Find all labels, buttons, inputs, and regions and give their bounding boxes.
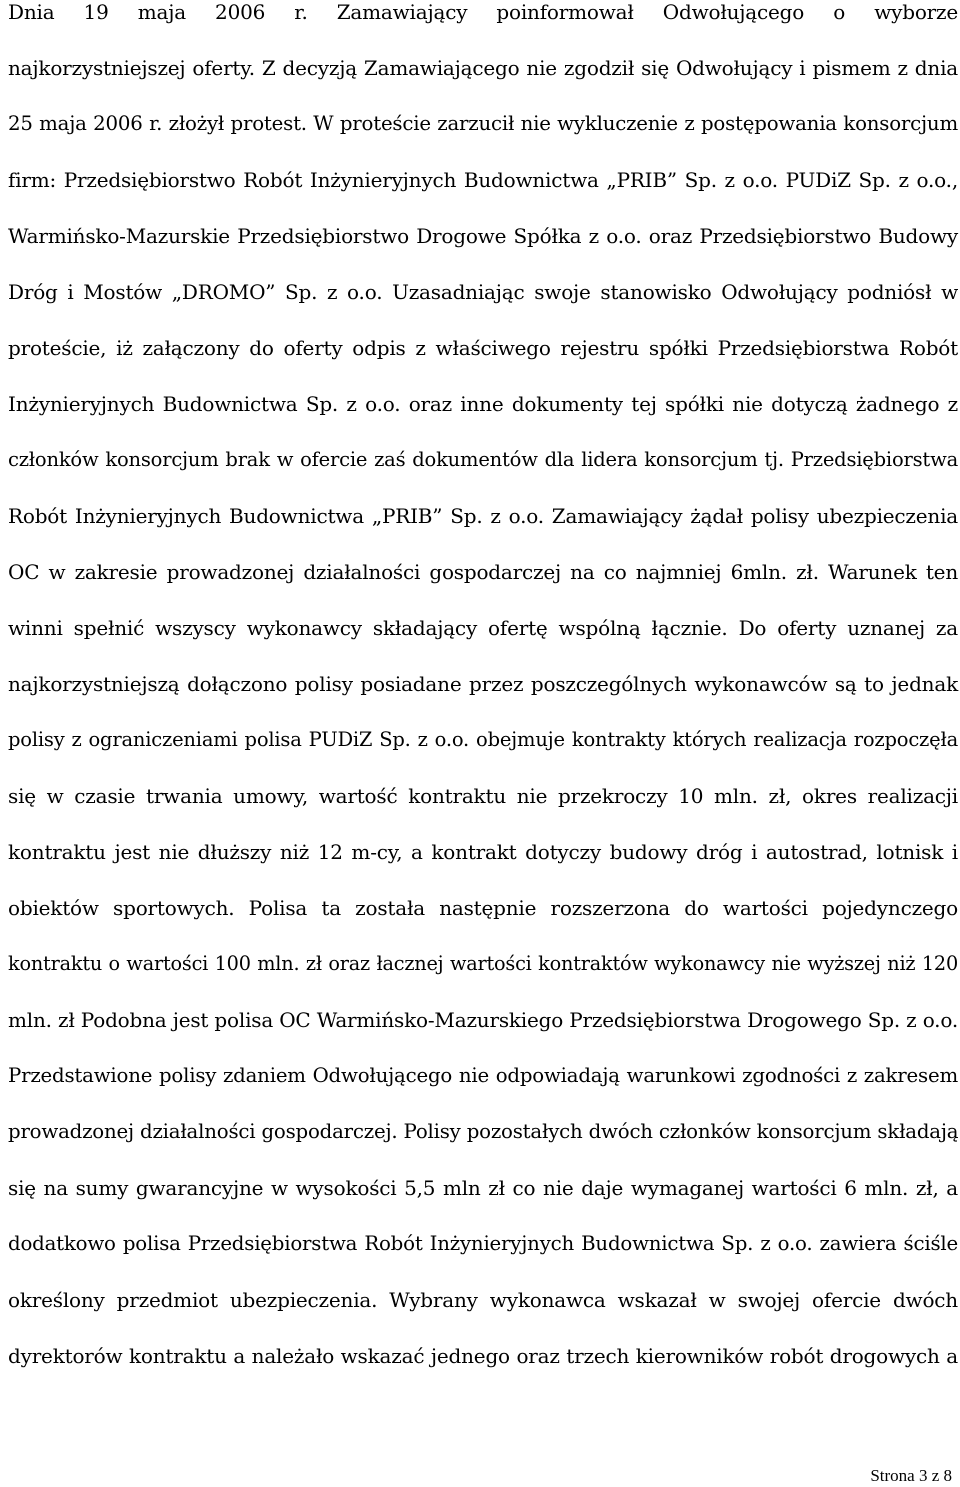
text-line: prowadzonej działalności gospodarczej. Polisy pozostałych dwóch członków konsorcjum składają xyxy=(8,1120,959,1143)
text-line: winni spełnić wszyscy wykonawcy składający ofertę wspólną łącznie. Do oferty uznanej za xyxy=(8,616,958,640)
text-line: się na sumy gwarancyjne w wysokości 5,5 mln zł co nie daje wymaganej wartości 6 mln. zł, a xyxy=(8,1176,958,1200)
text-line: Robót Inżynieryjnych Budownictwa „PRIB” Sp. z o.o. Zamawiający żądał polisy ubezpieczenia xyxy=(8,504,958,528)
text-line: kontraktu o wartości 100 mln. zł oraz łacznej wartości kontraktów wykonawcy nie wyższej niż 120 xyxy=(8,952,958,975)
text-line: firm: Przedsiębiorstwo Robót Inżynieryjnych Budownictwa „PRIB” Sp. z o.o. PUDiZ Sp. z o.o., xyxy=(8,168,958,192)
text-line: dodatkowo polisa Przedsiębiorstwa Robót Inżynieryjnych Budownictwa Sp. z o.o. zawiera ściśle xyxy=(8,1232,958,1255)
text-line: 25 maja 2006 r. złożył protest. W proteście zarzucił nie wykluczenie z postępowania konsorcjum xyxy=(8,112,958,135)
text-line: dyrektorów kontraktu a należało wskazać jednego oraz trzech kierowników robót drogowych a xyxy=(8,1344,958,1368)
text-line: określony przedmiot ubezpieczenia. Wybrany wykonawca wskazał w swojej ofercie dwóch xyxy=(8,1288,958,1312)
text-line: mln. zł Podobna jest polisa OC Warmińsko-Mazurskiego Przedsiębiorstwa Drogowego Sp. z o.o. xyxy=(8,1008,958,1032)
text-line: członków konsorcjum brak w ofercie zaś dokumentów dla lidera konsorcjum tj. Przedsiębiorstwa xyxy=(8,448,958,471)
text-line: proteście, iż załączony do oferty odpis z właściwego rejestru spółki Przedsiębiorstwa Robót xyxy=(8,336,958,360)
text-line: polisy z ograniczeniami polisa PUDiZ Sp. z o.o. obejmuje kontrakty których realizacja rozpoczęła xyxy=(8,728,958,751)
text-line: najkorzystniejszą dołączono polisy posiadane przez poszczególnych wykonawców są to jednak xyxy=(8,672,958,696)
text-line: się w czasie trwania umowy, wartość kontraktu nie przekroczy 10 mln. zł, okres realizacji xyxy=(8,784,958,808)
text-line: Dróg i Mostów „DROMO” Sp. z o.o. Uzasadniając swoje stanowisko Odwołujący podniósł w xyxy=(8,280,958,304)
text-line: najkorzystniejszej oferty. Z decyzją Zamawiającego nie zgodził się Odwołujący i pismem z dnia xyxy=(8,56,958,80)
text-line: Inżynieryjnych Budownictwa Sp. z o.o. oraz inne dokumenty tej spółki nie dotyczą żadnego z xyxy=(8,392,958,416)
page-number: Strona 3 z 8 xyxy=(870,1466,952,1485)
text-line: obiektów sportowych. Polisa ta została następnie rozszerzona do wartości pojedynczego xyxy=(8,896,958,920)
text-line: kontraktu jest nie dłuższy niż 12 m-cy, a kontrakt dotyczy budowy dróg i autostrad, lotnisk i xyxy=(8,840,958,864)
text-line: Warmińsko-Mazurskie Przedsiębiorstwo Drogowe Spółka z o.o. oraz Przedsiębiorstwo Budowy xyxy=(8,224,958,248)
text-line: Dnia 19 maja 2006 r. Zamawiający poinformował Odwołującego o wyborze xyxy=(8,0,958,24)
text-line: Przedstawione polisy zdaniem Odwołującego nie odpowiadają warunkowi zgodności z zakresem xyxy=(8,1064,958,1087)
text-line: OC w zakresie prowadzonej działalności gospodarczej na co najmniej 6mln. zł. Warunek ten xyxy=(8,560,958,584)
